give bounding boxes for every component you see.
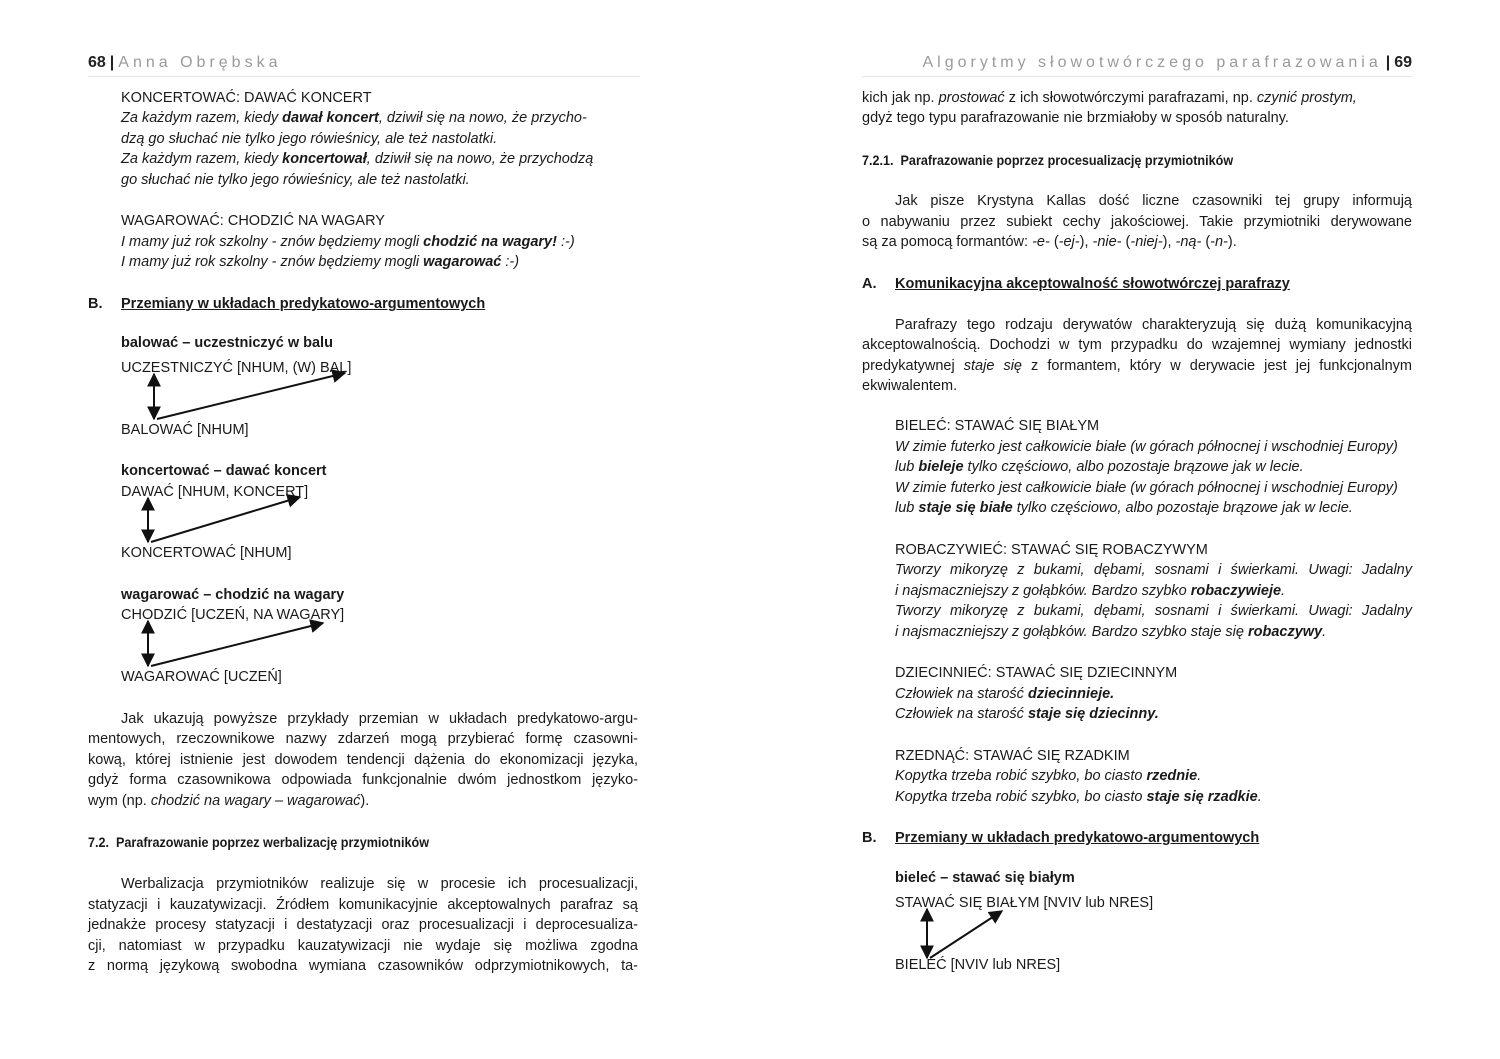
paragraph-line: gdyż tego typu parafrazowanie nie brzmiałoby w sposób naturalny. bbox=[862, 110, 1289, 126]
paragraph-line: Werbalizacja przymiotników realizuje się w procesie ich procesualizacji, bbox=[121, 876, 638, 892]
paragraph-line: predykatywnej staje się z formantem, który w derywacie jest jej funkcjonalnym bbox=[862, 358, 1412, 374]
example-line: lub staje się białe tylko częściowo, albo pozostaje brązowe jak w lecie. bbox=[895, 500, 1353, 516]
paragraph-line: ekwiwalentem. bbox=[862, 378, 958, 394]
paragraph-line: z normą językową swobodna wymiana czasowników odprzymiotnikowych, ta- bbox=[88, 958, 638, 974]
paragraph-line: statyzacji i kauzatywizacji. Źródłem komunikacyjnie akceptowalnych parafraz są bbox=[88, 897, 638, 913]
example-line: i najsmaczniejszy z gołąbków. Bardzo szybko robaczywieje. bbox=[895, 583, 1286, 599]
section-letter: B. bbox=[862, 830, 877, 846]
example-line: dzą go słuchać nie tylko jego rówieśnicy, ale też nastolatki. bbox=[121, 131, 498, 147]
paragraph-line: jednakże procesy statyzacji i destatyzacji oraz procesualizacji i deprocesualiza- bbox=[88, 917, 638, 933]
example-head: DZIECINNIEĆ: STAWAĆ SIĘ DZIECINNYM bbox=[895, 665, 1178, 681]
section-heading: 7.2. Parafrazowanie poprzez werbalizację przymiotników bbox=[88, 834, 430, 850]
author-name: Anna Obrębska bbox=[118, 54, 282, 71]
section-heading: Przemiany w układach predykatowo-argumentowych bbox=[895, 830, 1260, 846]
paragraph-line: kową, której istnienie jest dowodem tendencji dążenia do ekonomizacji języka, bbox=[88, 752, 638, 768]
diagram-bottom-label: WAGAROWAĆ [UCZEŃ] bbox=[121, 669, 282, 685]
diagonal-arrow bbox=[930, 911, 1002, 958]
diagram-bottom-label: BIELEĆ [NVIV lub NRES] bbox=[895, 957, 1061, 973]
example-line: Tworzy mikoryzę z bukami, dębami, sosnami i świerkami. Uwagi: Jadalny bbox=[895, 562, 1412, 578]
diagram-title: bieleć – stawać się białym bbox=[895, 870, 1075, 886]
section-heading: 7.2.1. Parafrazowanie poprzez procesualizację przymiotników bbox=[862, 152, 1234, 168]
paragraph-line: Parafrazy tego rodzaju derywatów charakteryzują się dużą komunikacyjną bbox=[895, 317, 1412, 333]
paragraph-line: mentowych, rzeczownikowe nazwy zdarzeń mogą przybierać formę czasowni- bbox=[88, 731, 638, 747]
example-line: I mamy już rok szkolny - znów będziemy mogli chodzić na wagary! :-) bbox=[121, 234, 575, 250]
example-line: Kopytka trzeba robić szybko, bo ciasto rzednie. bbox=[895, 768, 1202, 784]
paragraph-line: cji, natomiast w przypadku kauzatywizacji nie wydaje się możliwa zgodna bbox=[88, 938, 638, 954]
paragraph-line: Jak pisze Krystyna Kallas dość liczne czasowniki tej grupy informują bbox=[895, 193, 1412, 209]
right-header: Algorytmy słowotwórczego parafrazowania | 69 bbox=[922, 54, 1412, 71]
diagram-title: koncertować – dawać koncert bbox=[121, 463, 327, 479]
diagram-title: wagarować – chodzić na wagary bbox=[121, 587, 345, 603]
section-letter: A. bbox=[862, 276, 877, 292]
diagram-arrows bbox=[750, 0, 1500, 1059]
section-letter: B. bbox=[88, 296, 103, 312]
example-head: WAGAROWAĆ: CHODZIĆ NA WAGARY bbox=[121, 213, 385, 229]
example-line: Kopytka trzeba robić szybko, bo ciasto staje się rzadkie. bbox=[895, 789, 1262, 805]
example-head: KONCERTOWAĆ: DAWAĆ KONCERT bbox=[121, 90, 372, 106]
paragraph-line: Jak ukazują powyższe przykłady przemian w układach predykatowo-argu- bbox=[121, 711, 638, 727]
example-line: W zimie futerko jest całkowicie białe (w górach północnej i wschodniej Europy) bbox=[895, 439, 1398, 455]
paragraph-line: o nabywaniu przez subiekt cechy jakościowej. Takie przymiotniki derywowane bbox=[862, 214, 1412, 230]
right-page bbox=[750, 0, 1500, 1059]
paragraph-line: akceptowalnością. Dochodzi w tym przypadku do wzajemnej wymiany jednostki bbox=[862, 337, 1412, 353]
diagram-bottom-label: KONCERTOWAĆ [NHUM] bbox=[121, 545, 292, 561]
section-heading: Przemiany w układach predykatowo-argumentowych bbox=[121, 296, 486, 312]
paragraph-line: gdyż forma czasownikowa odpowiada funkcjonalnie dwóm jednostkom języko- bbox=[88, 772, 638, 788]
running-title: Algorytmy słowotwórczego parafrazowania bbox=[922, 54, 1382, 71]
paragraph-line: kich jak np. prostować z ich słowotwórczymi parafrazami, np. czynić prostym, bbox=[862, 90, 1357, 106]
example-line: Tworzy mikoryzę z bukami, dębami, sosnami i świerkami. Uwagi: Jadalny bbox=[895, 603, 1412, 619]
diagram-top-label: DAWAĆ [NHUM, KONCERT] bbox=[121, 484, 309, 500]
left-header: 68 | Anna Obrębska bbox=[88, 54, 282, 71]
page-number: 69 bbox=[1394, 54, 1412, 71]
example-line: Za każdym razem, kiedy koncertował, dziwił się na nowo, że przychodzą bbox=[121, 151, 594, 167]
example-line: I mamy już rok szkolny - znów będziemy mogli wagarować :-) bbox=[121, 254, 520, 270]
example-head: RZEDNĄĆ: STAWAĆ SIĘ RZADKIM bbox=[895, 748, 1130, 764]
diagram-top-label: UCZESTNICZYĆ [NHUM, (W) BAL] bbox=[121, 360, 352, 376]
example-line: go słuchać nie tylko jego rówieśnicy, ale też nastolatki. bbox=[121, 172, 470, 188]
diagram-top-label: CHODZIĆ [UCZEŃ, NA WAGARY] bbox=[121, 607, 345, 623]
example-line: lub bieleje tylko częściowo, albo pozostaje brązowe jak w lecie. bbox=[895, 459, 1304, 475]
paragraph-line: są za pomocą formantów: -e- (-ej-), -nie- (-niej-), -ną- (-n-). bbox=[862, 234, 1237, 250]
page-number: 68 bbox=[88, 54, 106, 71]
example-head: ROBACZYWIEĆ: STAWAĆ SIĘ ROBACZYWYM bbox=[895, 542, 1208, 558]
example-line: Człowiek na starość staje się dziecinny. bbox=[895, 706, 1159, 722]
example-line: Człowiek na starość dziecinnieje. bbox=[895, 686, 1115, 702]
example-head: BIELEĆ: STAWAĆ SIĘ BIAŁYM bbox=[895, 418, 1100, 434]
diagram-bottom-label: BALOWAĆ [NHUM] bbox=[121, 422, 249, 438]
section-heading: Komunikacyjna akceptowalność słowotwórczej parafrazy bbox=[895, 276, 1290, 292]
diagonal-arrow bbox=[151, 623, 323, 666]
example-line: Za każdym razem, kiedy dawał koncert, dziwił się na nowo, że przycho- bbox=[121, 110, 587, 126]
diagram-top-label: STAWAĆ SIĘ BIAŁYM [NVIV lub NRES] bbox=[895, 895, 1154, 911]
paragraph-line: wym (np. chodzić na wagary – wagarować). bbox=[88, 793, 370, 809]
example-line: i najsmaczniejszy z gołąbków. Bardzo szybko staje się robaczywy. bbox=[895, 624, 1327, 640]
example-line: W zimie futerko jest całkowicie białe (w górach północnej i wschodniej Europy) bbox=[895, 480, 1398, 496]
diagram-title: balować – uczestniczyć w balu bbox=[121, 335, 333, 351]
